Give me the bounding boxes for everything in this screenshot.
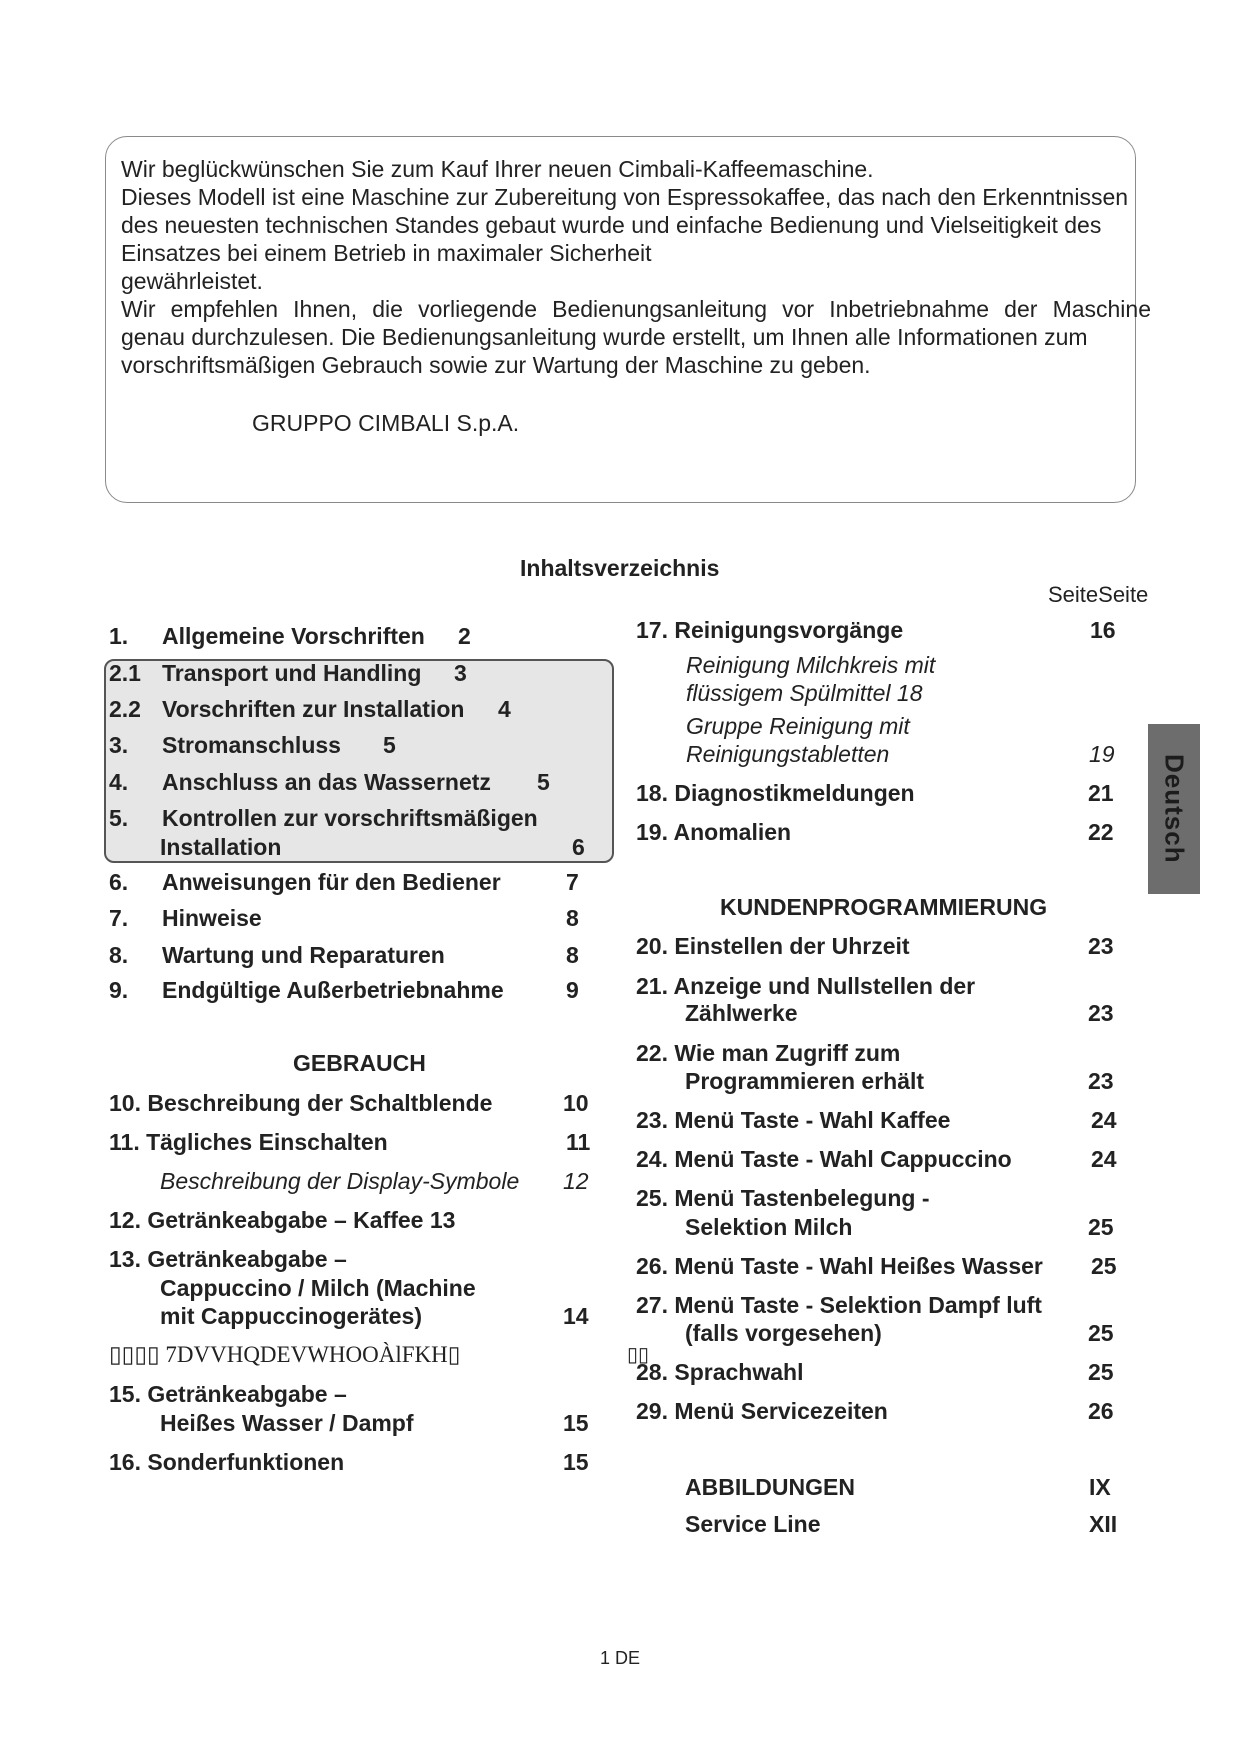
toc-entry-title-cont[interactable]: Heißes Wasser / Dampf [160,1410,414,1436]
intro-line: genau durchzulesen. Die Bedienungsanleitung wurde erstellt, um Ihnen alle Informationen zum [121,324,1088,350]
toc-entry-title-cont[interactable]: (falls vorgesehen) [685,1320,882,1346]
toc-entry-page: 25 [1088,1214,1114,1240]
toc-entry-number: 4. [109,769,129,795]
toc-entry-title[interactable]: 19. Anomalien [636,819,792,845]
toc-entry-title[interactable]: 17. Reinigungsvorgänge [636,617,904,643]
toc-subentry-page: 12 [563,1168,589,1194]
toc-entry-page: 14 [563,1303,589,1329]
toc-entry-title[interactable]: Vorschriften zur Installation [162,696,465,722]
intro-line: des neuesten technischen Standes gebaut wurde und einfache Bedienung und Vielseitigkeit des [121,212,1102,238]
highlighted-section-box [104,659,614,863]
toc-entry-page: 23 [1088,1000,1114,1026]
toc-entry-number: 9. [109,977,129,1003]
intro-line: Wir beglückwünschen Sie zum Kauf Ihrer neuen Cimbali-Kaffeemaschine. [121,156,874,182]
toc-entry-title[interactable]: Service Line [685,1511,821,1537]
toc-entry-number: 8. [109,942,129,968]
toc-entry-number: 2.1 [109,660,141,686]
toc-entry-page: XII [1089,1511,1118,1537]
toc-entry-title[interactable]: 15. Getränkeabgabe – [109,1381,347,1407]
toc-entry-title[interactable]: 24. Menü Taste - Wahl Cappuccino [636,1146,1012,1172]
toc-entry-title[interactable]: 13. Getränkeabgabe – [109,1246,347,1272]
toc-entry-title[interactable]: Anweisungen für den Bediener [162,869,501,895]
toc-entry-title[interactable]: 21. Anzeige und Nullstellen der [636,973,976,999]
toc-entry-page: 5 [383,732,396,758]
toc-entry-title[interactable]: 10. Beschreibung der Schaltblende [109,1090,493,1116]
toc-entry-number: 7. [109,905,129,931]
toc-entry-page: 4 [498,696,511,722]
toc-entry-page: 23 [1088,1068,1114,1094]
toc-entry-page: 8 [566,942,579,968]
toc-entry-page: 26 [1088,1398,1114,1424]
toc-entry-garbled: ▯▯ [627,1344,650,1366]
toc-entry-number: 6. [109,869,129,895]
toc-entry-title[interactable]: 23. Menü Taste - Wahl Kaffee [636,1107,951,1133]
toc-entry-page: 5 [537,769,550,795]
intro-line: Einsatzes bei einem Betrieb in maximaler Sicherheit [121,240,652,266]
page-column-header: SeiteSeite [1048,582,1149,607]
section-heading-kundenprogrammierung: KUNDENPROGRAMMIERUNG [720,894,1048,920]
toc-entry-page: 21 [1088,780,1114,806]
toc-entry-page: 15 [563,1449,589,1475]
toc-entry-title[interactable]: 26. Menü Taste - Wahl Heißes Wasser [636,1253,1043,1279]
toc-entry-number: 2.2 [109,696,141,722]
toc-entry-title[interactable]: 25. Menü Tastenbelegung - [636,1185,930,1211]
toc-entry-title[interactable]: 20. Einstellen der Uhrzeit [636,933,910,959]
toc-entry-page: 10 [563,1090,589,1116]
intro-line: Dieses Modell ist eine Maschine zur Zubereitung von Espressokaffee, das nach den Erkenntnissen [121,184,1129,210]
toc-entry-title[interactable]: Transport und Handling [162,660,422,686]
intro-line: Wir empfehlen Ihnen, die vorliegende Bedienungsanleitung vor Inbetriebnahme der Maschine [121,296,1151,322]
language-tab[interactable] [1148,724,1200,894]
toc-entry-title-cont[interactable]: Cappuccino / Milch (Machine [160,1275,476,1301]
toc-entry-title[interactable]: Allgemeine Vorschriften [162,623,425,649]
toc-entry-page: 7 [566,869,579,895]
toc-entry-page: 22 [1088,819,1114,845]
toc-entry-page: 3 [454,660,467,686]
toc-title: Inhaltsverzeichnis [520,555,720,581]
toc-entry-number: 5. [109,805,129,831]
toc-entry-title[interactable]: 16. Sonderfunktionen [109,1449,345,1475]
toc-entry-title[interactable]: 18. Diagnostikmeldungen [636,780,915,806]
toc-entry-title[interactable]: Wartung und Reparaturen [162,942,445,968]
toc-entry-page: 25 [1088,1320,1114,1346]
toc-entry-page: IX [1089,1474,1111,1500]
toc-entry-page: 24 [1091,1146,1117,1172]
toc-entry-title[interactable]: 12. Getränkeabgabe – Kaffee 13 [109,1207,456,1233]
toc-subentry-title[interactable]: Gruppe Reinigung mit [686,713,910,739]
toc-entry-title-cont[interactable]: Selektion Milch [685,1214,853,1240]
toc-entry-title[interactable]: 27. Menü Taste - Selektion Dampf luft [636,1292,1042,1318]
toc-entry-title[interactable]: ABBILDUNGEN [685,1474,855,1500]
toc-entry-garbled: ▯▯▯▯ 7DVVHQDEVWHOOÀlFKH▯ [109,1342,461,1367]
toc-entry-number: 1. [109,623,129,649]
intro-line: vorschriftsmäßigen Gebrauch sowie zur Wartung der Maschine zu geben. [121,352,871,378]
toc-entry-page: 8 [566,905,579,931]
toc-entry-page: 11 [566,1129,591,1155]
toc-entry-page: 16 [1090,617,1116,643]
toc-entry-page: 15 [563,1410,589,1436]
toc-entry-title-cont[interactable]: Zählwerke [685,1000,798,1026]
toc-subentry-title[interactable]: Reinigung Milchkreis mit [686,652,936,678]
toc-entry-title[interactable]: 29. Menü Servicezeiten [636,1398,888,1424]
toc-entry-title-cont[interactable]: mit Cappuccinogerätes) [160,1303,422,1329]
toc-entry-title[interactable]: Kontrollen zur vorschriftsmäßigen [162,805,538,831]
toc-subentry-page: 19 [1089,741,1115,767]
toc-entry-page: 24 [1091,1107,1117,1133]
toc-entry-page: 9 [566,977,579,1003]
toc-entry-title[interactable]: Hinweise [162,905,262,931]
toc-entry-page: 23 [1088,933,1114,959]
toc-entry-title[interactable]: 22. Wie man Zugriff zum [636,1040,901,1066]
intro-line: gewährleistet. [121,268,263,294]
toc-entry-title[interactable]: 11. Tägliches Einschalten [109,1129,388,1155]
language-tab-label: Deutsch [1159,754,1190,864]
toc-subentry-title-cont[interactable]: flüssigem Spülmittel 18 [686,680,923,706]
toc-entry-title-cont[interactable]: Installation [160,834,282,860]
toc-entry-title[interactable]: Stromanschluss [162,732,341,758]
toc-entry-title[interactable]: 28. Sprachwahl [636,1359,804,1385]
toc-subentry-title-cont[interactable]: Reinigungstabletten [686,741,890,767]
toc-entry-title[interactable]: Anschluss an das Wassernetz [162,769,491,795]
toc-entry-number: 3. [109,732,129,758]
toc-subentry-title[interactable]: Beschreibung der Display-Symbole [160,1168,520,1194]
toc-entry-page: 6 [572,834,585,860]
toc-entry-page: 2 [458,623,471,649]
section-heading-gebrauch: GEBRAUCH [293,1050,426,1076]
toc-entry-page: 25 [1088,1359,1114,1385]
toc-entry-title[interactable]: Endgültige Außerbetriebnahme [162,977,504,1003]
toc-entry-page: 25 [1091,1253,1117,1279]
page-number: 1 DE [600,1648,641,1668]
signature: GRUPPO CIMBALI S.p.A. [252,410,520,436]
toc-entry-title-cont[interactable]: Programmieren erhält [685,1068,925,1094]
